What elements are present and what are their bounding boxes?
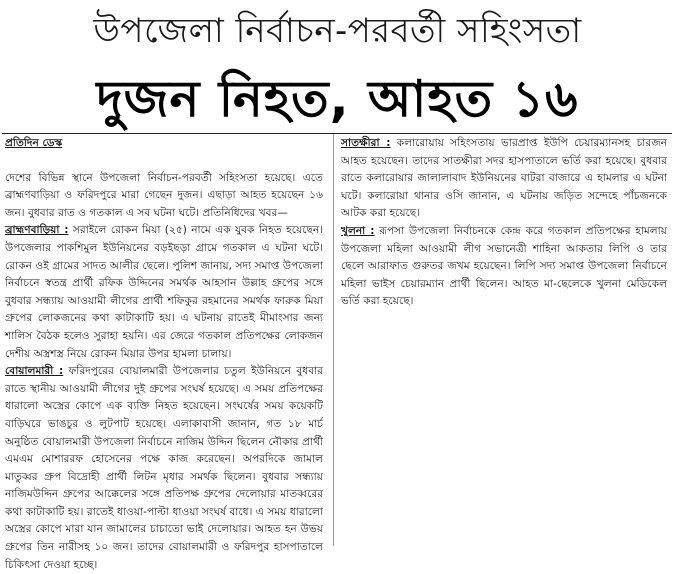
section-khulna [341, 223, 667, 311]
headline-rule [2, 133, 672, 134]
intro-paragraph: দেশের বিভিন্ন স্থানে উপজেলা নির্বাচন-পরবর্তী সহিংসতা হয়েছে। এতে ব্রাহ্মণবাড়িয়া ও ফরিদপুরে মারা গেছেন দুজন। এছাড়া আহত হয়েছেন ১৬ জন। বুধবার রাত ও গতকাল এ সব ঘটনা ঘটে। প্রতিনিধিদের খবর— [5, 171, 323, 219]
byline-gap [5, 153, 323, 170]
section-boalmari [5, 363, 323, 574]
section-text: কলারোয়ায় সহিংসতায় ভারপ্রাপ্ত ইউপি চেয়ারম্যানসহ চারজন আহত হয়েছেন। তাদের সাতক্ষীরা সদর হাসপাতালে ভর্তি করা হয়েছে। বুধবার রাতে কলারোয়ার জালালাবাদ ইউনিয়নের বাটরা বাজারে এ হামলার এ ঘটনা ঘটে। কলারোয়া থানার ওসি জানান, এ ঘটনায় জড়িত সন্দেহে পাঁচজনকে আটক করা হয়েছে। [341, 137, 668, 220]
place-label: বোয়ালমারী : [5, 365, 64, 378]
kicker: উপজেলা নির্বাচন-পরবর্তী সহিংসতা [93, 11, 582, 51]
section-satkhira [341, 135, 667, 223]
column-divider [333, 134, 334, 546]
place-label: ব্রাহ্মণবাড়িয়া : [5, 224, 69, 237]
place-label: খুলনা : [341, 224, 375, 237]
section-text: ফরিদপুরের বোয়ালমারী উপজেলার চতুল ইউনিয়নে বুধবার রাতে স্থানীয় আওয়ামী লীগের দুই গ্রুপের সংঘর্ষ হয়েছে। এ সময় প্রতিপক্ষের ধারালো অস্ত্রের কোপে এক ব্যক্তি নিহত হয়েছেন। সংঘর্ষের সময় কয়েকটি বাড়িঘরে ভাঙচুর ও লুটপাট হয়েছে। এলাকাবাসী জানান, গত ১৮ মার্চ অনুষ্ঠিত বোয়ালমারী উপজেলা নির্বাচনে নাজিম উদ্দিন ছিলেন নৌকার প্রার্থী এমএম মোশাররফ হোসেনের পক্ষে কাজ করেছেন। অপরদিকে জামাল মাতুব্বর গ্রুপ বিদ্রোহী প্রার্থী লিটন মৃধার সমর্থক ছিলেন। বুধবার সন্ধ্যায় নাজিমউদ্দিন গ্রুপের আক্কেলের সঙ্গে প্রতিপক্ষ গ্রুপের দেলোয়ার মাতব্বরের কথা কাটাকাটি হয়। রাতেই ধাওয়া-পাল্টা ধাওয়া সংঘর্ষ বাধে। এ সময় ধারালো অস্ত্রের কোপে মারা যান জামালের চাচাতো ভাই দেলোয়ার। আহত হন উভয় গ্রুপের তিন নারীসহ ১০ জন। তাদের বোয়ালমারী ও ফরিদপুর হাসপাতালে চিকিৎসা দেওয়া হচ্ছে। [5, 365, 323, 571]
article-column-right [341, 135, 667, 545]
byline: প্রতিদিন ডেস্ক [5, 137, 63, 149]
article-column-left [5, 135, 323, 571]
place-label: সাতক্ষীরা : [341, 137, 391, 149]
section-text: রূপসা উপজেলা নির্বাচনকে কেন্দ্র করে গতকাল প্রতিপক্ষের হামলায় উপজেলা মহিলা আওয়ামী লীগ সভানেত্রী শাহিনা আকতার লিপি ও তার ছেলে আরাফাত গুরুতর জখম হয়েছেন। লিপি সদ্য সমাপ্ত উপজেলা নির্বাচনে মহিলা ভাইস চেয়ারম্যান প্রার্থী ছিলেন। আহত মা-ছেলেকে খুলনা মেডিকেল ভর্তি করা হয়েছে। [341, 224, 667, 308]
headline: দুজন নিহত, আহত ১৬ [96, 70, 579, 128]
section-brahmanbaria [5, 222, 323, 363]
section-text: সরাইলে রোকন মিয়া (২৫) নামে এক যুবক নিহত হয়েছেন। উপজেলার পাকশিমুল ইউনিয়নের বড়ইছড়া গ্রামে গতকাল এ ঘটনা ঘটে। রোকন ওই গ্রামের সাদত আলীর ছেলে। পুলিশ জানায়, সদ্য সমাপ্ত উপজেলা নির্বাচনে স্বতন্ত্র প্রার্থী রফিক উদ্দিনের সমর্থক আহসান উল্লাহ গ্রুপের সঙ্গে বুধবার সন্ধ্যায় আওয়ামী লীগের প্রার্থী শফিকুর রহমানের সমর্থক ফারুক মিয়া গ্রুপের লোকজনের কথা কাটাকাটি হয়। এ ঘটনায় রাতেই মীমাংসার জন্য শালিস বৈঠক হলেও সুরাহা হয়নি। এর জেরে গতকাল প্রতিপক্ষের লোকজন দেশীয় অস্ত্রশস্ত্র নিয়ে রোকন মিয়ার উপর হামলা চালায়। [5, 224, 323, 360]
